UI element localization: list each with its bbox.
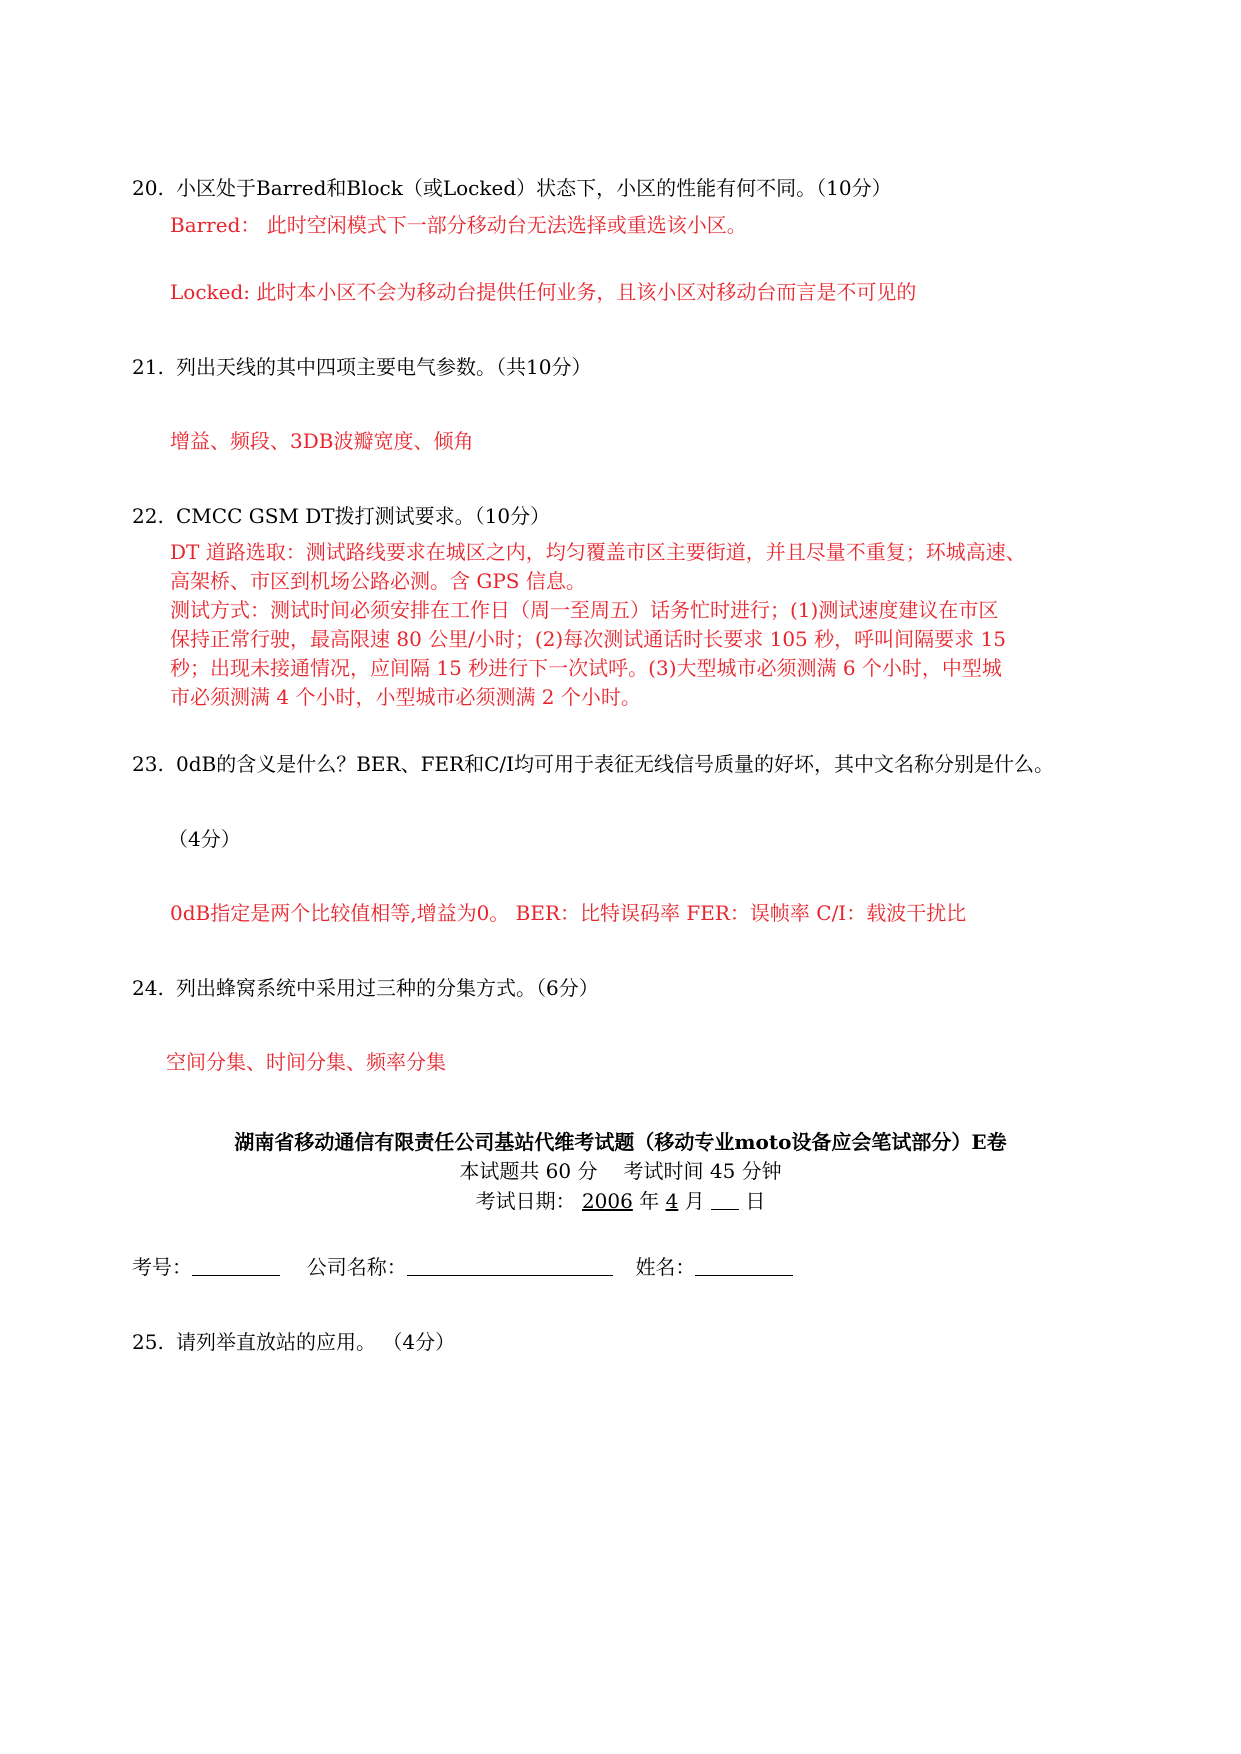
question-20 (132, 174, 892, 202)
exam-duration: 考试时间 45 分钟 (623, 1159, 782, 1183)
question-text: 请列举直放站的应用。 （4分） (176, 1330, 456, 1354)
question-24 (132, 974, 599, 1002)
question-text: 列出天线的其中四项主要电气参数。（共10分） (176, 355, 592, 379)
question-22 (132, 502, 550, 530)
candidate-fields (132, 1253, 793, 1281)
answer-22-line: DT 道路选取：测试路线要求在城区之内，均匀覆盖市区主要街道，并且尽量不重复；环城高速、 (170, 540, 1026, 564)
exam-info (0, 1157, 1241, 1185)
exam-date-month-unit: 月 (684, 1189, 705, 1213)
answer-20-locked: Locked: 此时本小区不会为移动台提供任何业务，且该小区对移动台而言是不可见的 (170, 280, 917, 304)
name-label: 姓名： (635, 1255, 696, 1279)
exam-date-day-blank[interactable] (711, 1189, 739, 1210)
exam-date-day-unit: 日 (745, 1189, 766, 1213)
question-number: 25. (132, 1330, 164, 1354)
answer-22-line: 市必须测满 4 个小时，小型城市必须测满 2 个小时。 (170, 685, 641, 709)
answer-24: 空间分集、时间分集、频率分集 (166, 1050, 446, 1074)
question-text: 小区处于Barred和Block（或Locked）状态下，小区的性能有何不同。（10分） (176, 176, 892, 200)
question-number: 24. (132, 976, 164, 1000)
answer-23: 0dB指定是两个比较值相等,增益为0。 BER：比特误码率 FER：误帧率 C/I：载波干扰比 (170, 901, 967, 925)
answer-21: 增益、频段、3DB波瓣宽度、倾角 (170, 429, 474, 453)
exam-date-year: 2006 (581, 1189, 633, 1213)
exam-number-field[interactable] (192, 1255, 280, 1276)
company-name-label: 公司名称： (306, 1255, 407, 1279)
exam-date-year-unit: 年 (639, 1189, 660, 1213)
question-text: 列出蜂窝系统中采用过三种的分集方式。（6分） (176, 976, 599, 1000)
answer-22-line: 高架桥、市区到机场公路必测。含 GPS 信息。 (170, 569, 586, 593)
answer-20-barred: Barred： 此时空闲模式下一部分移动台无法选择或重选该小区。 (170, 213, 747, 237)
question-25 (132, 1328, 455, 1356)
question-text: 0dB的含义是什么？BER、FER和C/I均可用于表征无线信号质量的好坏，其中文名称分别是什么。 (176, 752, 1055, 776)
exam-total-score: 本试题共 60 分 (459, 1159, 598, 1183)
answer-22-line: 秒；出现未接通情况，应间隔 15 秒进行下一次试呼。(3)大型城市必须测满 6 个小时，中型城 (170, 656, 1002, 680)
question-number: 20. (132, 176, 164, 200)
question-number: 23. (132, 752, 164, 776)
question-23-score: （4分） (168, 827, 241, 851)
question-text: CMCC GSM DT拨打测试要求。（10分） (176, 504, 551, 528)
exam-date-month: 4 (665, 1189, 679, 1213)
question-21 (132, 353, 591, 381)
answer-22-line: 测试方式：测试时间必须安排在工作日（周一至周五）话务忙时进行；(1)测试速度建议在市区 (170, 598, 999, 622)
exam-title: 湖南省移动通信有限责任公司基站代维考试题（移动专业moto设备应会笔试部分）E卷 (234, 1130, 1007, 1154)
company-name-field[interactable] (407, 1255, 613, 1276)
name-field[interactable] (695, 1255, 793, 1276)
question-number: 21. (132, 355, 164, 379)
exam-date (0, 1187, 1241, 1215)
question-23 (132, 750, 1054, 778)
exam-date-label: 考试日期： (475, 1189, 576, 1213)
question-number: 22. (132, 504, 164, 528)
answer-22-line: 保持正常行驶，最高限速 80 公里/小时；(2)每次测试通话时长要求 105 秒，呼叫间隔要求 15 (170, 627, 1006, 651)
exam-number-label: 考号： (132, 1255, 192, 1279)
